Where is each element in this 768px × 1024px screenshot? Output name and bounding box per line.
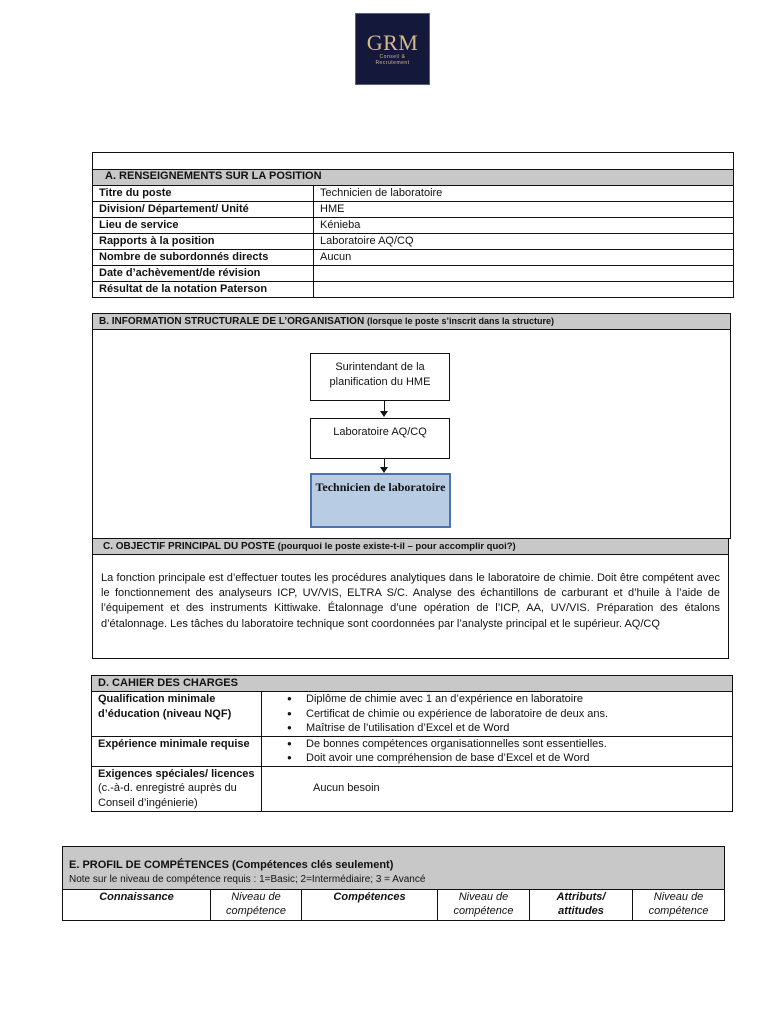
- position-info-table: [92, 152, 734, 298]
- org-box-technician: Technicien de laboratoire: [310, 473, 451, 528]
- row-value: Laboratoire AQ/CQ: [314, 234, 734, 250]
- special-label-bold: Exigences spéciales/ licences: [98, 767, 255, 780]
- column-header: Niveau de compétence: [438, 890, 530, 921]
- row-value: Technicien de laboratoire: [314, 186, 734, 202]
- list-item: ● De bonnes compétences organisationnelles sont essentielles.: [262, 737, 726, 752]
- section-b-note: (lorsque le poste s’inscrit dans la structure): [366, 316, 555, 326]
- column-header: Niveau de compétence: [211, 890, 302, 921]
- logo-mark: GRM: [366, 30, 419, 55]
- section-a-spacer: [93, 153, 734, 170]
- logo-line2: Recrutement: [375, 60, 410, 66]
- section-b-title: B. INFORMATION STRUCTURALE DE L’ORGANISATION: [99, 316, 365, 327]
- org-box-superintendent: Surintendant de la planification du HME: [310, 353, 450, 401]
- row-list: [262, 736, 733, 766]
- row-value: Aucun: [314, 250, 734, 266]
- row-value: Kénieba: [314, 218, 734, 234]
- main-objective-section: [92, 538, 729, 659]
- row-value: [314, 282, 734, 298]
- section-c-body: La fonction principale est d’effectuer toutes les procédures analytiques dans le laboratoire de chimie. Doit être compétent avec le fonctionnement des analyseurs ICP, UV/VIS, ELTRA S/C. Analyse des échantillons de carburant et d’huile à l’aide de l’équipement et des instruments Kittiwake. Étalonnage d’une opération de l’ICP, AA, UV/VIS. Préparation des étalons d’étalonnage. Les tâches du laboratoire technique sont coordonnées par l’analyste principal et le supérieur. AQ/CQ: [101, 572, 720, 630]
- special-label-rest: (c.-à-d. enregistré auprès du Conseil d’ingénierie): [98, 782, 237, 809]
- logo-line1: Conseil &: [379, 54, 406, 60]
- list-item: ● Diplôme de chimie avec 1 an d’expérience en laboratoire: [262, 692, 726, 707]
- org-structure-section: [92, 313, 731, 539]
- column-header: Compétences: [302, 890, 438, 921]
- section-b-header: [93, 314, 730, 330]
- section-c-title: C. OBJECTIF PRINCIPAL DU POSTE: [103, 541, 275, 552]
- column-header: Attributs/ attitudes: [530, 890, 633, 921]
- row-value: [314, 266, 734, 282]
- requirements-table: [91, 675, 733, 812]
- special-requirements-value: Aucun besoin: [262, 766, 733, 811]
- row-list: [262, 692, 733, 737]
- row-value: HME: [314, 202, 734, 218]
- row-label: Lieu de service: [93, 218, 314, 234]
- row-label: Expérience minimale requise: [92, 736, 262, 766]
- section-c-note: (pourquoi le poste existe-t-il – pour accomplir quoi?): [277, 541, 516, 552]
- section-a-title: A. RENSEIGNEMENTS SUR LA POSITION: [93, 170, 734, 186]
- row-label: Qualification minimale d’éducation (niveau NQF): [92, 692, 262, 737]
- competency-profile-table: [62, 846, 725, 921]
- section-e-note: Note sur le niveau de compétence requis : 1=Basic; 2=Intermédiaire; 3 = Avancé: [63, 874, 725, 890]
- list-item: ● Doit avoir une compréhension de base d’Excel et de Word: [262, 751, 726, 766]
- row-label: Résultat de la notation Paterson: [93, 282, 314, 298]
- list-item: ● Maîtrise de l’utilisation d’Excel et de Word: [262, 721, 726, 736]
- row-label: Rapports à la position: [93, 234, 314, 250]
- org-box-lab: Laboratoire AQ/CQ: [310, 418, 450, 459]
- section-e-title: E. PROFIL DE COMPÉTENCES (Compétences clés seulement): [63, 847, 725, 875]
- list-item: ● Certificat de chimie ou expérience de laboratoire de deux ans.: [262, 707, 726, 722]
- column-header: Niveau de compétence: [633, 890, 725, 921]
- org-arrow-head: [380, 411, 388, 417]
- row-label: Date d’achèvement/de révision: [93, 266, 314, 282]
- special-requirements-label: [92, 766, 262, 811]
- column-header: Connaissance: [63, 890, 211, 921]
- company-logo: [355, 13, 430, 85]
- row-label: Division/ Département/ Unité: [93, 202, 314, 218]
- row-label: Titre du poste: [93, 186, 314, 202]
- section-c-header: [93, 539, 728, 555]
- row-label: Nombre de subordonnés directs: [93, 250, 314, 266]
- section-d-title: D. CAHIER DES CHARGES: [92, 676, 733, 692]
